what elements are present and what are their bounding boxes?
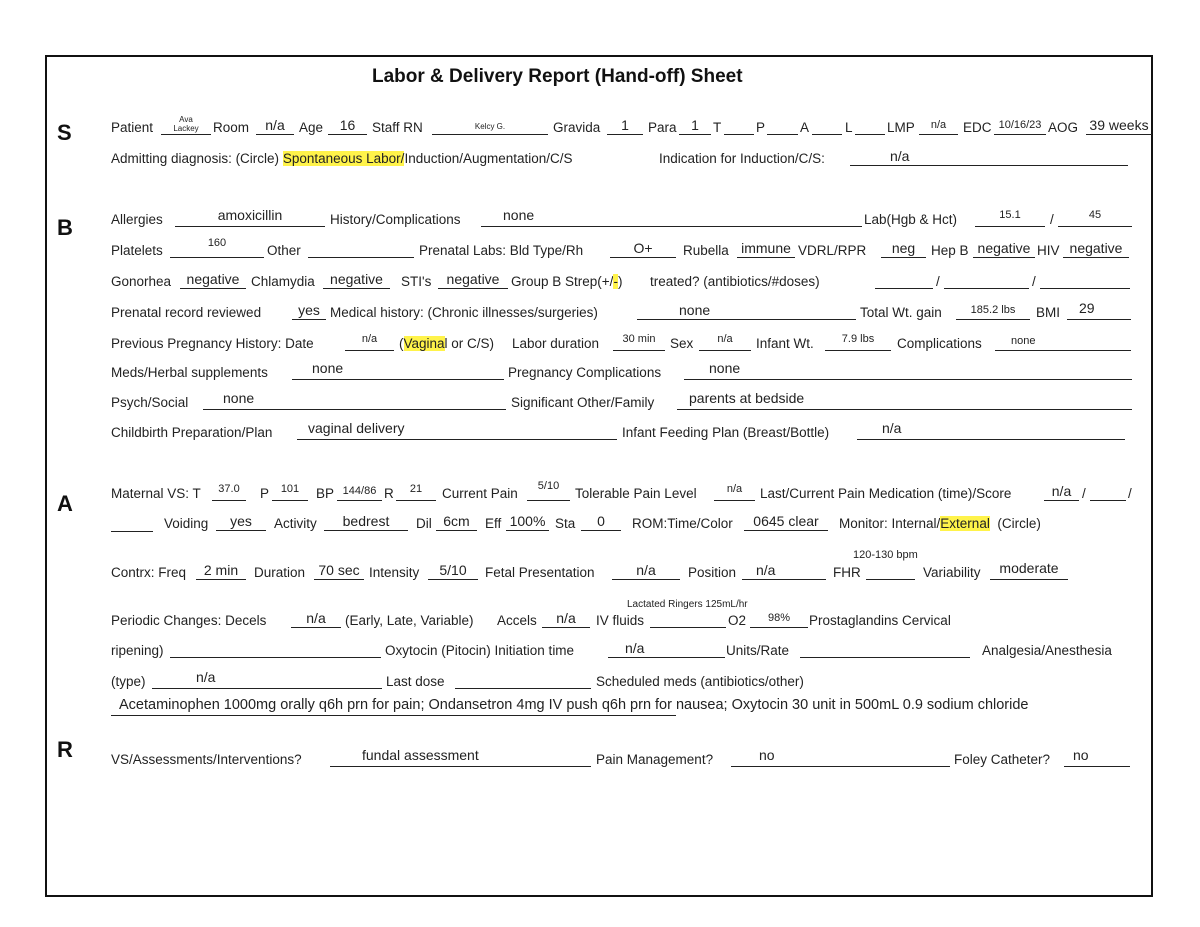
accels-value: n/a: [556, 610, 576, 626]
section-s-label: S: [57, 120, 72, 145]
aog-label: AOG: [1048, 120, 1079, 135]
other-label: Other: [267, 243, 301, 258]
childbirth-plan-field[interactable]: [297, 420, 617, 440]
history-label: History/Complications: [330, 212, 461, 227]
chlamydia-field[interactable]: [323, 273, 390, 289]
contractions-label: Contrx: Freq: [111, 565, 187, 580]
antibiotic-field[interactable]: [875, 273, 933, 289]
rom-label: ROM:Time/Color: [632, 516, 733, 531]
intensity-field[interactable]: [428, 564, 478, 580]
medical-history-value: none: [679, 302, 711, 318]
psych-social-label: Psych/Social: [111, 395, 189, 410]
last-pain-med-field[interactable]: [1044, 485, 1079, 501]
activity-label: Activity: [274, 516, 317, 531]
decels-value: n/a: [306, 610, 326, 626]
wt-gain-field[interactable]: [956, 304, 1030, 320]
oxytocin-time-field[interactable]: [608, 642, 725, 658]
room-value: n/a: [265, 117, 285, 133]
station-label: Sta: [555, 516, 576, 531]
intensity-value: 5/10: [439, 562, 467, 578]
significant-other-label: Significant Other/Family: [511, 395, 655, 410]
living-field[interactable]: [855, 119, 885, 135]
dilation-label: Dil: [416, 516, 432, 531]
age-value: 16: [339, 117, 356, 133]
lmp-field[interactable]: [919, 119, 958, 135]
allergies-field[interactable]: [175, 207, 325, 227]
infant-wt-field[interactable]: [825, 335, 891, 351]
temp-field[interactable]: [212, 485, 246, 501]
intensity-label: Intensity: [369, 565, 420, 580]
platelets-value: 160: [207, 237, 227, 249]
foley-value: no: [1073, 747, 1089, 763]
monitor-label: Monitor: Internal/External (Circle): [839, 516, 1041, 531]
contraction-freq-value: 2 min: [203, 562, 239, 578]
edc-value: 10/16/23: [998, 119, 1042, 131]
aog-field[interactable]: [1086, 119, 1152, 135]
infant-wt-value: 7.9 lbs: [841, 333, 875, 345]
voiding-label: Voiding: [164, 516, 209, 531]
pulse-value: 101: [280, 483, 300, 495]
sex-value: n/a: [717, 333, 733, 345]
aog-value: 39 weeks: [1089, 117, 1149, 133]
pulse-label: P: [260, 486, 270, 501]
room-field[interactable]: [256, 119, 294, 135]
labor-duration-label: Labor duration: [512, 336, 600, 351]
meds-value: none: [312, 360, 344, 376]
fhr-label: FHR: [833, 565, 861, 580]
para-label: Para: [648, 120, 677, 135]
para-value: 1: [691, 117, 699, 133]
oxytocin-label: Oxytocin (Pitocin) Initiation time: [385, 643, 575, 658]
prostaglandins-label: Prostaglandins Cervical: [809, 613, 951, 628]
prenatal-record-label: Prenatal record reviewed: [111, 305, 262, 320]
treated-label: treated? (antibiotics/#doses): [650, 274, 820, 289]
foley-label: Foley Catheter?: [954, 752, 1051, 767]
lmp-label: LMP: [887, 120, 915, 135]
station-field[interactable]: [581, 515, 621, 531]
preterm-label: P: [756, 120, 766, 135]
effacement-value: 100%: [509, 513, 546, 529]
last-pain-med-value: n/a: [1051, 483, 1072, 499]
accels-label: Accels: [497, 613, 537, 628]
pregnancy-complications-value: none: [709, 360, 741, 376]
treated-extra-field[interactable]: [1040, 273, 1130, 289]
bp-value: 144/86: [342, 485, 377, 497]
edc-field[interactable]: [994, 119, 1046, 135]
abortion-label: A: [800, 120, 810, 135]
pain-management-value: no: [759, 747, 775, 763]
term-label: T: [713, 120, 722, 135]
duration-field[interactable]: [314, 564, 364, 580]
pregnancy-complications-label: Pregnancy Complications: [508, 365, 662, 380]
psych-social-field[interactable]: [203, 390, 506, 410]
infant-feeding-label: Infant Feeding Plan (Breast/Bottle): [622, 425, 830, 440]
patient-value: Ava Lackey: [173, 115, 199, 133]
resp-field[interactable]: [396, 485, 436, 501]
sti-value: negative: [446, 271, 500, 287]
age-label: Age: [299, 120, 324, 135]
indication-field[interactable]: [850, 150, 1128, 166]
contraction-freq-field[interactable]: [196, 564, 246, 580]
gravida-field[interactable]: [607, 119, 643, 135]
other-field[interactable]: [308, 242, 414, 258]
prev-preg-date-value: n/a: [361, 333, 378, 345]
iv-fluids-field[interactable]: [650, 612, 726, 628]
fetal-presentation-value: n/a: [636, 562, 656, 578]
chlamydia-label: Chlamydia: [251, 274, 315, 289]
hepb-label: Hep B: [931, 243, 969, 258]
current-pain-label: Current Pain: [442, 486, 518, 501]
pain-med-score-field[interactable]: [1090, 485, 1126, 501]
medical-history-label: Medical history: (Chronic illnesses/surgeries): [330, 305, 598, 320]
bmi-label: BMI: [1036, 305, 1061, 320]
sex-field[interactable]: [699, 335, 751, 351]
scheduled-meds-label: Scheduled meds (antibiotics/other): [596, 674, 804, 689]
platelets-field[interactable]: [170, 237, 264, 258]
edc-label: EDC: [963, 120, 992, 135]
para-field[interactable]: [679, 119, 711, 135]
infant-wt-label: Infant Wt.: [756, 336, 814, 351]
term-field[interactable]: [724, 119, 754, 135]
hepb-field[interactable]: [973, 242, 1035, 258]
admit-option-rest[interactable]: Induction/Augmentation/C/S: [404, 151, 573, 166]
tolerable-pain-field[interactable]: [714, 485, 755, 501]
oxytocin-time-value: n/a: [625, 640, 645, 656]
childbirth-plan-value: vaginal delivery: [308, 420, 405, 436]
sti-field[interactable]: [438, 273, 508, 289]
type-label: (type): [111, 674, 146, 689]
effacement-label: Eff: [485, 516, 502, 531]
iv-fluids-label: IV fluids: [596, 613, 645, 628]
labor-duration-value: 30 min: [622, 333, 656, 345]
vdrl-label: VDRL/RPR: [798, 243, 867, 258]
vs-assessments-field[interactable]: [330, 747, 591, 767]
blood-type-field[interactable]: [610, 242, 676, 258]
gonorrhea-label: Gonorhea: [111, 274, 172, 289]
hiv-label: HIV: [1037, 243, 1060, 258]
staff-rn-label: Staff RN: [372, 120, 423, 135]
analgesia-label: Analgesia/Anesthesia: [982, 643, 1112, 658]
hiv-field[interactable]: [1063, 242, 1129, 258]
activity-field[interactable]: [324, 515, 408, 531]
gravida-label: Gravida: [553, 120, 601, 135]
position-field[interactable]: [742, 564, 826, 580]
page-title: Labor & Delivery Report (Hand-off) Sheet: [372, 66, 743, 87]
pulse-field[interactable]: [272, 485, 308, 501]
infant-feeding-field[interactable]: [857, 420, 1125, 440]
gbs-negative-highlight[interactable]: -: [613, 274, 618, 289]
last-pain-med-label: Last/Current Pain Medication (time)/Score: [760, 486, 1012, 501]
meds-field[interactable]: [292, 360, 504, 380]
variability-value: moderate: [999, 560, 1059, 576]
lmp-value: n/a: [930, 119, 947, 131]
indication-value: n/a: [890, 148, 910, 164]
medical-history-field[interactable]: [637, 304, 856, 320]
vdrl-field[interactable]: [881, 242, 926, 258]
ripening-field[interactable]: [170, 642, 381, 658]
staff-rn-value: Kelcy G.: [474, 122, 506, 131]
gonorrhea-field[interactable]: [180, 273, 246, 289]
pregnancy-complications-field[interactable]: [684, 360, 1132, 380]
lab-slash: /: [1050, 212, 1054, 227]
voiding-value: yes: [230, 513, 252, 529]
childbirth-plan-label: Childbirth Preparation/Plan: [111, 425, 273, 440]
resp-label: R: [384, 486, 394, 501]
foley-field[interactable]: [1064, 747, 1130, 767]
activity-value: bedrest: [342, 513, 390, 529]
platelets-label: Platelets: [111, 243, 163, 258]
living-label: L: [845, 120, 853, 135]
rom-value: 0645 clear: [753, 513, 819, 529]
monitor-external-highlight[interactable]: External: [940, 516, 990, 531]
age-field[interactable]: [328, 119, 367, 135]
scheduled-meds-value: Acetaminophen 1000mg orally q6h prn for pain; Ondansetron 4mg IV push q6h prn for nausea; Oxytocin 30 unit in 500mL 0.9 sodium chloride: [119, 697, 1029, 713]
analgesia-type-field[interactable]: [152, 669, 382, 689]
patient-label: Patient: [111, 120, 154, 135]
meds-label: Meds/Herbal supplements: [111, 365, 268, 380]
last-dose-field[interactable]: [455, 673, 591, 689]
vs-assessments-value: fundal assessment: [362, 747, 479, 763]
tolerable-pain-label: Tolerable Pain Level: [575, 486, 697, 501]
effacement-field[interactable]: [506, 515, 549, 531]
dilation-field[interactable]: [436, 515, 477, 531]
variability-field[interactable]: [990, 560, 1068, 580]
gonorrhea-value: negative: [186, 271, 240, 287]
history-value: none: [503, 207, 535, 223]
section-r-label: R: [57, 737, 73, 762]
decels-types-label: (Early, Late, Variable): [345, 613, 474, 628]
section-a-label: A: [57, 491, 73, 516]
sti-label: STI's: [401, 274, 432, 289]
treated-slash-1: /: [936, 274, 940, 289]
decels-field[interactable]: [291, 612, 341, 628]
rubella-label: Rubella: [683, 243, 729, 258]
admit-option-spontaneous[interactable]: Spontaneous Labor/: [282, 151, 405, 166]
rubella-value: immune: [741, 240, 791, 256]
variability-label: Variability: [923, 565, 981, 580]
staff-rn-field[interactable]: [432, 119, 548, 135]
room-label: Room: [213, 120, 250, 135]
iv-fluids-value: Lactated Ringers 125mL/hr: [627, 599, 748, 610]
station-value: 0: [597, 513, 605, 529]
significant-other-value: parents at bedside: [689, 390, 805, 406]
o2-label: O2: [728, 613, 747, 628]
tolerable-pain-value: n/a: [726, 483, 743, 495]
prenatal-labs-label: Prenatal Labs: Bld Type/Rh: [419, 243, 584, 258]
form-border: [45, 55, 1153, 897]
complications-value: none: [1011, 335, 1036, 347]
o2-field[interactable]: [750, 612, 808, 628]
history-field[interactable]: [481, 207, 862, 227]
o2-value: 98%: [767, 612, 791, 624]
doses-field[interactable]: [944, 273, 1029, 289]
fhr-value: 120-130 bpm: [853, 549, 918, 561]
rubella-field[interactable]: [737, 242, 795, 258]
temp-value: 37.0: [218, 483, 240, 495]
lab-label: Lab(Hgb & Hct): [864, 212, 958, 227]
periodic-changes-label: Periodic Changes: Decels: [111, 613, 267, 628]
hgb-field[interactable]: [975, 211, 1045, 227]
allergies-value: amoxicillin: [217, 207, 283, 223]
prev-preg-date-field[interactable]: [345, 335, 394, 351]
pain-management-label: Pain Management?: [596, 752, 714, 767]
current-pain-field[interactable]: [527, 480, 570, 501]
hgb-value: 15.1: [999, 209, 1021, 221]
previous-pregnancy-label: Previous Pregnancy History: Date: [111, 336, 314, 351]
patient-field[interactable]: [161, 115, 211, 135]
bmi-field[interactable]: [1067, 300, 1131, 320]
treated-slash-2: /: [1032, 274, 1036, 289]
psych-social-value: none: [223, 390, 255, 406]
units-rate-label: Units/Rate: [726, 643, 790, 658]
position-label: Position: [688, 565, 737, 580]
complications-label: Complications: [897, 336, 982, 351]
gravida-value: 1: [621, 117, 629, 133]
section-b-label: B: [57, 215, 73, 240]
hepb-value: negative: [977, 240, 1031, 256]
admitting-diagnosis-label: Admitting diagnosis: (Circle) Spontaneous Labor/Induction/Augmentation/C/S: [111, 151, 573, 166]
indication-label: Indication for Induction/C/S:: [659, 151, 825, 166]
current-pain-value: 5/10: [537, 480, 560, 492]
pain-med-slash-2: /: [1128, 486, 1132, 501]
vs-assessments-label: VS/Assessments/Interventions?: [111, 752, 302, 767]
vdrl-value: neg: [891, 240, 916, 256]
abortion-field[interactable]: [812, 119, 842, 135]
maternal-vs-label: Maternal VS: T: [111, 486, 201, 501]
delivery-type-label: (Vaginal or C/S): [399, 336, 495, 351]
units-rate-field[interactable]: [800, 642, 970, 658]
group-b-strep-label: Group B Strep(+/-): [511, 274, 623, 289]
complications-field[interactable]: [995, 335, 1131, 351]
bmi-value: 29: [1079, 300, 1095, 316]
allergies-label: Allergies: [111, 212, 163, 227]
bp-field[interactable]: [337, 485, 382, 501]
last-dose-label: Last dose: [386, 674, 445, 689]
dilation-value: 6cm: [443, 513, 470, 529]
accels-field[interactable]: [542, 612, 590, 628]
chlamydia-value: negative: [330, 271, 383, 287]
significant-other-field[interactable]: [677, 390, 1132, 410]
resp-value: 21: [409, 483, 423, 495]
rom-field[interactable]: [744, 515, 828, 531]
fetal-presentation-label: Fetal Presentation: [485, 565, 595, 580]
hct-value: 45: [1088, 209, 1102, 221]
sex-label: Sex: [670, 336, 694, 351]
prenatal-record-value: yes: [298, 302, 320, 318]
bp-label: BP: [316, 486, 335, 501]
prenatal-record-field[interactable]: [292, 304, 326, 320]
analgesia-type-value: n/a: [196, 669, 216, 685]
preterm-field[interactable]: [767, 119, 798, 135]
fetal-presentation-field[interactable]: [612, 564, 680, 580]
pain-med-continued-field[interactable]: [111, 516, 153, 532]
pain-med-slash-1: /: [1082, 486, 1086, 501]
voiding-field[interactable]: [216, 515, 266, 531]
blood-type-value: O+: [633, 240, 653, 256]
ripening-label: ripening): [111, 643, 164, 658]
delivery-vaginal-highlight[interactable]: Vagina: [403, 336, 445, 351]
labor-duration-field[interactable]: [613, 335, 665, 351]
infant-feeding-value: n/a: [882, 420, 902, 436]
wt-gain-label: Total Wt. gain: [860, 305, 942, 320]
hiv-value: negative: [1069, 240, 1123, 256]
wt-gain-value: 185.2 lbs: [970, 304, 1016, 316]
position-value: n/a: [756, 562, 776, 578]
fhr-field[interactable]: [866, 564, 915, 580]
hct-field[interactable]: [1058, 211, 1132, 227]
pain-management-field[interactable]: [731, 747, 950, 767]
duration-label: Duration: [254, 565, 306, 580]
duration-value: 70 sec: [318, 562, 360, 578]
